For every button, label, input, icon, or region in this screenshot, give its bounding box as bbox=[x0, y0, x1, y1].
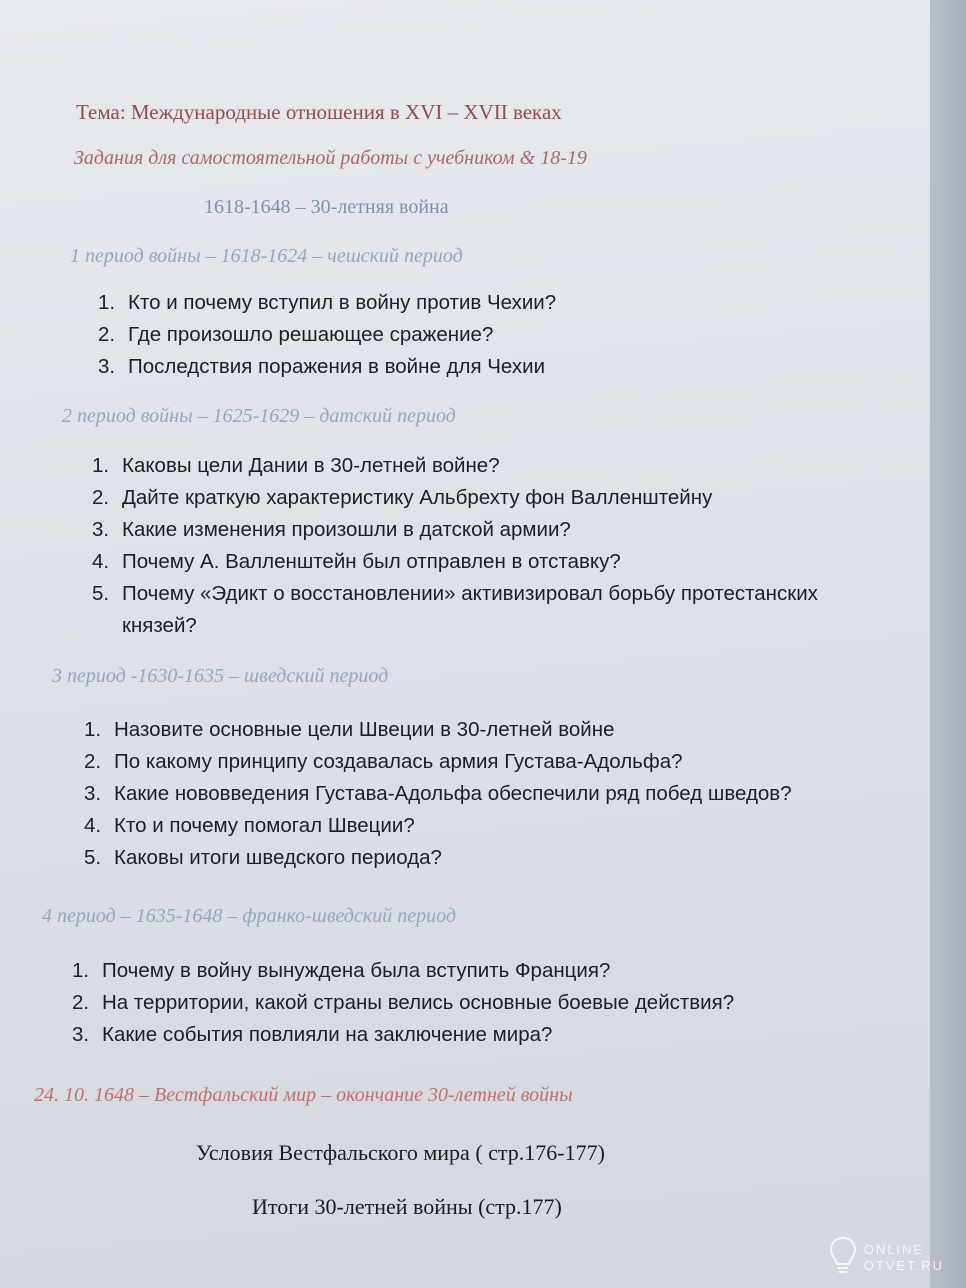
period-title-2: 2 период войны – 1625-1629 – датский период bbox=[62, 405, 456, 427]
list-item: 4. Почему А. Валленштейн был отправлен в отставку? bbox=[92, 550, 621, 573]
list-item: 1. Назовите основные цели Швеции в 30-летней войне bbox=[84, 718, 615, 741]
list-item: 2. На территории, какой страны велись основные боевые действия? bbox=[72, 991, 735, 1014]
period-4-questions bbox=[72, 955, 734, 1051]
list-item: 1. Кто и почему вступил в войну против Чехии? bbox=[98, 291, 557, 314]
period-title-1: 1 период войны – 1618-1624 – чешский период bbox=[70, 245, 463, 267]
watermark-logo bbox=[828, 1235, 944, 1280]
war-heading: 1618-1648 – 30-летняя война bbox=[204, 196, 449, 218]
list-item: 5. Каковы итоги шведского периода? bbox=[84, 846, 442, 869]
list-item: 3. Последствия поражения в войне для Чехии bbox=[98, 355, 546, 378]
list-item: 3. Какие изменения произошли в датской армии? bbox=[92, 518, 571, 541]
watermark-line-1: ONLINE bbox=[863, 1241, 925, 1257]
lightbulb-icon bbox=[828, 1235, 858, 1280]
list-item: 5. Почему «Эдикт о восстановлении» активизировал борьбу протестанских князей? bbox=[92, 582, 818, 637]
period-2-questions bbox=[92, 450, 818, 642]
list-item: 1. Каковы цели Дании в 30-летней войне? bbox=[92, 454, 500, 477]
list-item: 2. Дайте краткую характеристику Альбрехту фон Валленштейну bbox=[92, 486, 713, 509]
list-item: 4. Кто и почему помогал Швеции? bbox=[84, 814, 415, 837]
paper-edge bbox=[930, 0, 966, 1288]
period-title-3: 3 период -1630-1635 – шведский период bbox=[52, 665, 389, 687]
list-item: 1. Почему в войну вынуждена была вступить Франция? bbox=[72, 959, 611, 982]
list-item: 3. Какие нововведения Густава-Адольфа обеспечили ряд побед шведов? bbox=[84, 782, 792, 805]
period-title-4: 4 период – 1635-1648 – франко-шведский период bbox=[42, 905, 457, 927]
topic-heading: Тема: Международные отношения в XVI – XVII веках bbox=[76, 100, 562, 124]
list-item: 3. Какие события повлияли на заключение мира? bbox=[72, 1023, 553, 1046]
task-subheading: Задания для самостоятельной работы с учебником & 18-19 bbox=[74, 147, 587, 169]
results-line: Итоги 30-летней войны (стр.177) bbox=[252, 1194, 562, 1219]
period-1-questions bbox=[98, 287, 556, 383]
list-item: 2. Где произошло решающее сражение? bbox=[98, 323, 494, 346]
watermark-line-2: OTVET.RU bbox=[863, 1257, 944, 1273]
list-item: 2. По какому принципу создавалась армия Густава-Адольфа? bbox=[84, 750, 683, 773]
conditions-line: Условия Вестфальского мира ( стр.176-177) bbox=[196, 1140, 605, 1165]
period-3-questions bbox=[84, 714, 792, 874]
peace-line: 24. 10. 1648 – Вестфальский мир – окончание 30-летней войны bbox=[34, 1084, 573, 1106]
